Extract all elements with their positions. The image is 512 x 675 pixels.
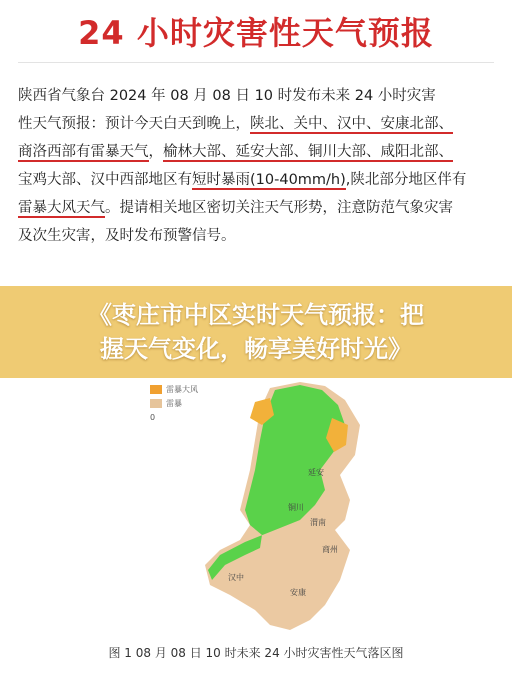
place-shangzhou: 商州 [322,545,338,554]
place-weinan: 渭南 [310,518,326,527]
text-line-2 [18,110,498,138]
text-line-4-post: ,陕北部分地区伴有 [345,172,467,188]
legend-swatch [150,399,162,408]
text-line-6: 及次生灾害，及时发布预警信号。 [18,228,236,244]
text-line-3-mid: ， [148,144,163,160]
legend-label: 雷暴 [166,398,182,408]
banner-line-1: 《枣庄市中区实时天气预报：把 [88,301,424,329]
text-line-5 [18,194,498,222]
highlight-rainstorm-areas: 榆林大部、延安大部、铜川大部、咸阳北部、 [163,144,453,160]
place-tongchuan: 铜川 [288,503,304,512]
title-divider [18,62,494,63]
text-line-4-pre: 宝鸡大部、汉中西部地区有 [18,172,192,188]
place-ankang: 安康 [290,588,306,597]
highlight-short-rainstorm: 短时暴雨(10-40mm/h) [192,172,346,188]
map-legend [150,382,210,424]
place-yanan: 延安 [308,468,324,477]
text-line-4 [18,166,498,194]
legend-item [150,410,210,424]
highlight-thunder-gale: 雷暴大风天气 [18,200,105,216]
highlight-thunderstorm-areas: 陕北、关中、汉中、安康北部、 [250,116,453,132]
text-line-5-post: 。提请相关地区密切关注天气形势，注意防范气象灾害 [105,200,453,216]
text-line-1: 陕西省气象台 2024 年 08 月 08 日 10 时发布未来 24 小时灾害 [18,88,436,104]
legend-label: 0 [150,412,156,422]
text-line-3 [18,138,498,166]
legend-label: 雷暴大风 [166,384,198,394]
forecast-text [18,82,498,250]
legend-swatch [150,385,162,394]
legend-item [150,396,210,410]
text-line-2-pre: 性天气预报：预计今天白天到晚上， [18,116,250,132]
highlight-thunderstorm-weather: 商洛西部有雷暴天气 [18,144,149,160]
place-hanzhong: 汉中 [228,573,244,582]
page-title: 24 小时灾害性天气预报 [78,14,434,52]
article-title-banner [0,286,512,378]
banner-line-2: 握天气变化，畅享美好时光》 [100,335,412,363]
legend-item [150,382,210,396]
map-caption: 图 1 08 月 08 日 10 时未来 24 小时灾害性天气落区图 [108,646,404,660]
